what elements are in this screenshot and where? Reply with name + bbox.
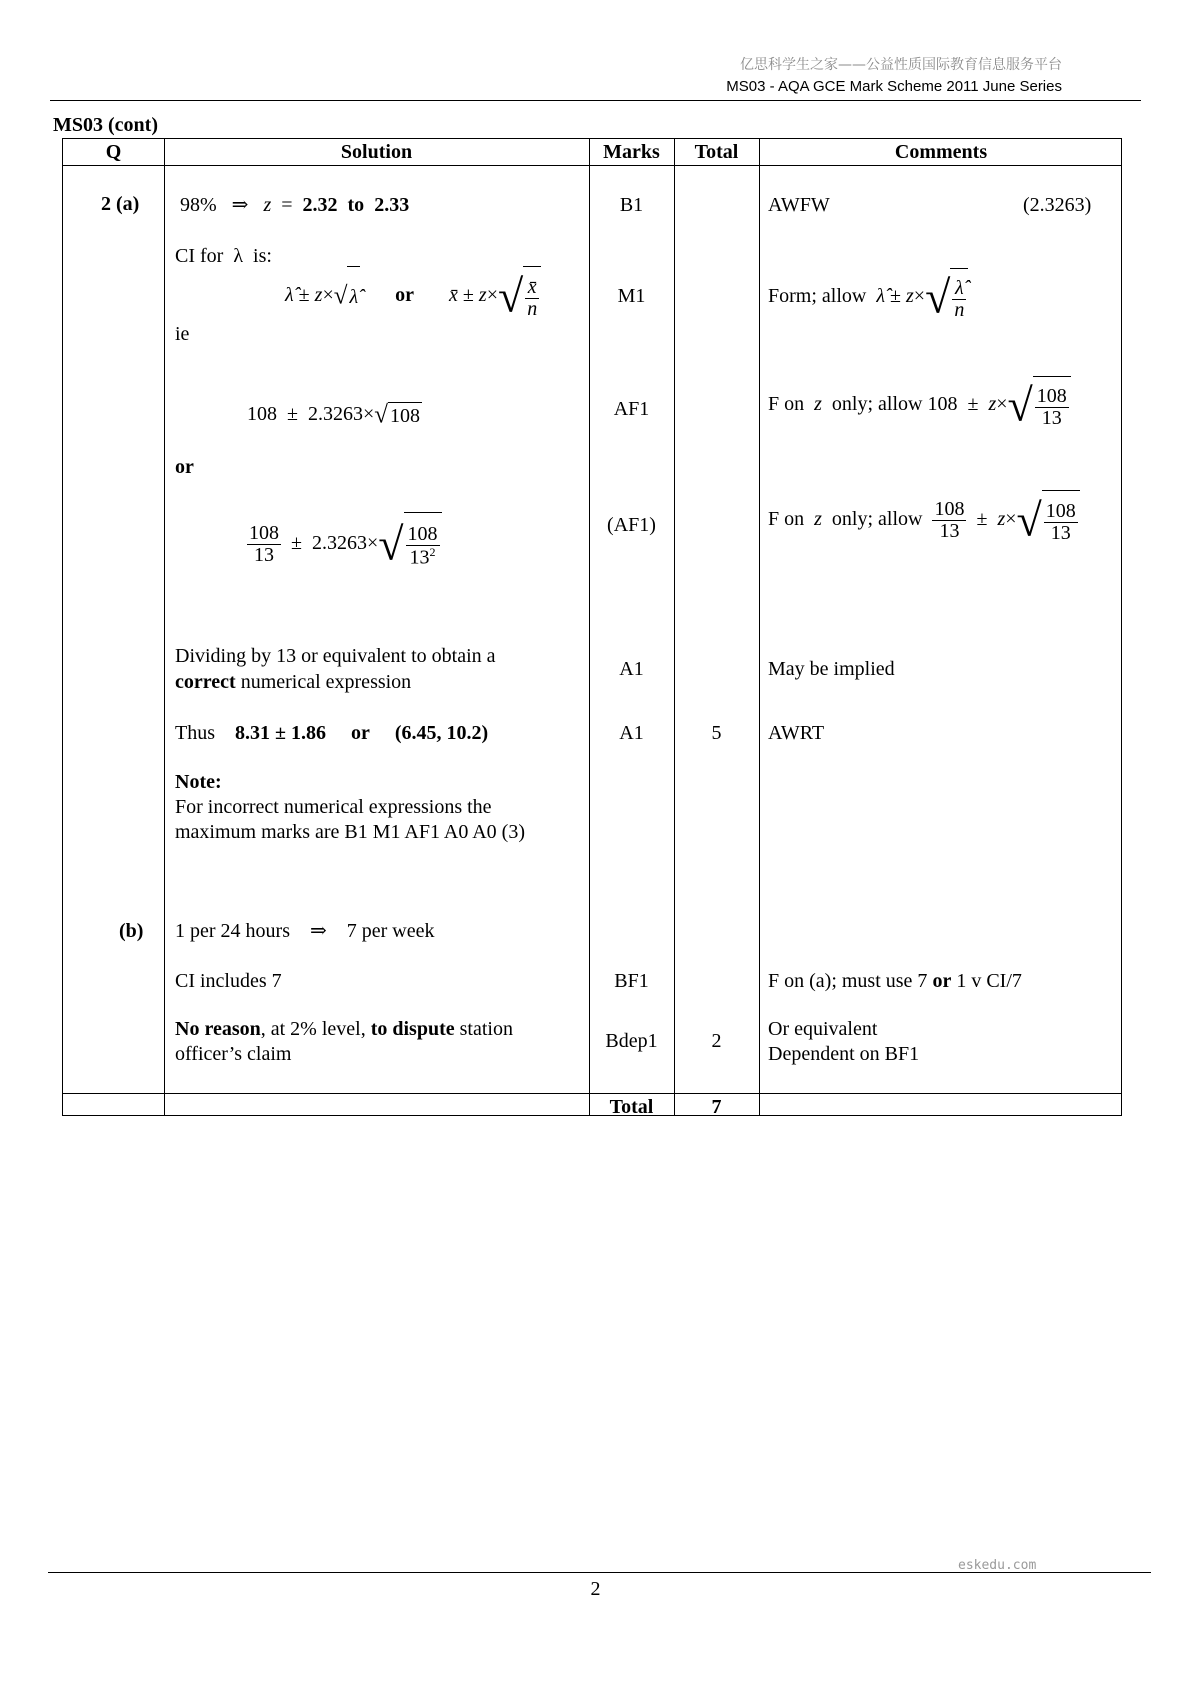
solution-dividing-line1: Dividing by 13 or equivalent to obtain a	[175, 645, 496, 667]
solution-z-value: 98% ⇒ z = 2.32 to 2.33	[180, 194, 410, 216]
question-number: 2 (a)	[101, 193, 140, 215]
total-value: 7	[711, 1096, 722, 1118]
solution-conclusion-line2: officer’s claim	[175, 1043, 292, 1065]
comment-f-on-a: F on (a); must use 7 or 1 v CI/7	[768, 970, 1022, 992]
col-divider	[674, 139, 675, 1115]
header-divider	[63, 165, 1121, 166]
mark-bdep1: Bdep1	[605, 1030, 658, 1052]
section-title: MS03 (cont)	[53, 114, 158, 136]
question-part-b: (b)	[119, 920, 144, 942]
header-q: Q	[105, 141, 122, 163]
note-line1: For incorrect numerical expressions the	[175, 796, 492, 818]
header-doc-title: MS03 - AQA GCE Mark Scheme 2011 June Series	[726, 78, 1062, 95]
sqrt: √ $\frac{108}{13}$	[1008, 375, 1071, 435]
header-marks: Marks	[603, 141, 660, 163]
sqrt: √ $\frac{\lambdâ}{n}$	[925, 267, 968, 327]
comment-form: Form; allow λ̂ ± z×√ $\frac{\lambdâ}{n}$	[768, 267, 968, 327]
solution-ie: ie	[175, 323, 190, 345]
solution-result: Thus 8.31 ± 1.86 or (6.45, 10.2)	[175, 722, 489, 744]
solution-rate: 1 per 24 hours ⇒ 7 per week	[175, 920, 435, 942]
footer-rule	[48, 1572, 1151, 1573]
solution-expression-2: $\frac{108}{13}$ ± 2.3263×√ $\frac{108}{13^2}$	[247, 511, 442, 577]
mark-b1: B1	[619, 194, 644, 216]
sqrt: √ λ̂	[334, 265, 360, 327]
solution-or: or	[175, 456, 194, 478]
mark-a1: A1	[619, 658, 644, 680]
solution-conclusion-line1: No reason, at 2% level, to dispute station	[175, 1018, 513, 1040]
comment-value: (2.3263)	[1023, 194, 1092, 216]
sqrt: √ $\frac{108}{13}$	[1017, 489, 1080, 551]
header-solution: Solution	[340, 141, 413, 163]
sqrt: √ $\frac{x̄}{n}$	[498, 265, 541, 327]
comment-awfw: AWFW	[768, 194, 830, 216]
solution-ci-form: λ̂ ± z×√ λ̂ or x̄ ± z×√ $\frac{x̄}{n}$	[285, 265, 541, 327]
sqrt: √ 108	[374, 401, 420, 429]
total-part-b: 2	[711, 1030, 722, 1052]
solution-expression-1: 108 ± 2.3263×√ 108	[247, 401, 420, 429]
col-divider	[164, 139, 165, 1115]
mark-af1: AF1	[613, 398, 650, 420]
comment-f-on-z-alt: F on z only; allow $\frac{108}{13}$ ± z×√ $\frac{108}{13}$	[768, 489, 1080, 551]
solution-dividing-line2: correct numerical expression	[175, 671, 412, 693]
comment-f-on-z: F on z only; allow 108 ± z×√ $\frac{108}{13}$	[768, 375, 1071, 435]
mark-m1: M1	[617, 285, 646, 307]
comment-awrt: AWRT	[768, 722, 825, 744]
mark-a1-result: A1	[619, 722, 644, 744]
watermark: eskedu.com	[958, 1558, 1037, 1573]
comment-dependent: Dependent on BF1	[768, 1043, 920, 1065]
solution-ci-includes: CI includes 7	[175, 970, 282, 992]
col-divider	[759, 139, 760, 1115]
note-line2: maximum marks are B1 M1 AF1 A0 A0 (3)	[175, 821, 525, 843]
mark-af1-alt: (AF1)	[607, 514, 656, 536]
solution-ci-label: CI for λ is:	[175, 245, 272, 267]
header-site-name: 亿思科学生之家——公益性质国际教育信息服务平台	[740, 57, 1062, 73]
sqrt: √ $\frac{108}{13^2}$	[378, 511, 441, 577]
mark-scheme-table	[62, 138, 1122, 1116]
comment-or-equivalent: Or equivalent	[768, 1018, 878, 1040]
header-total: Total	[694, 141, 739, 163]
note-label: Note:	[175, 771, 222, 793]
page-number: 2	[590, 1578, 601, 1600]
header-rule	[50, 100, 1141, 101]
comment-may-be-implied: May be implied	[768, 658, 895, 680]
total-part-a: 5	[711, 722, 722, 744]
header-comments: Comments	[894, 141, 988, 163]
total-label: Total	[609, 1096, 654, 1118]
mark-bf1: BF1	[614, 970, 649, 992]
